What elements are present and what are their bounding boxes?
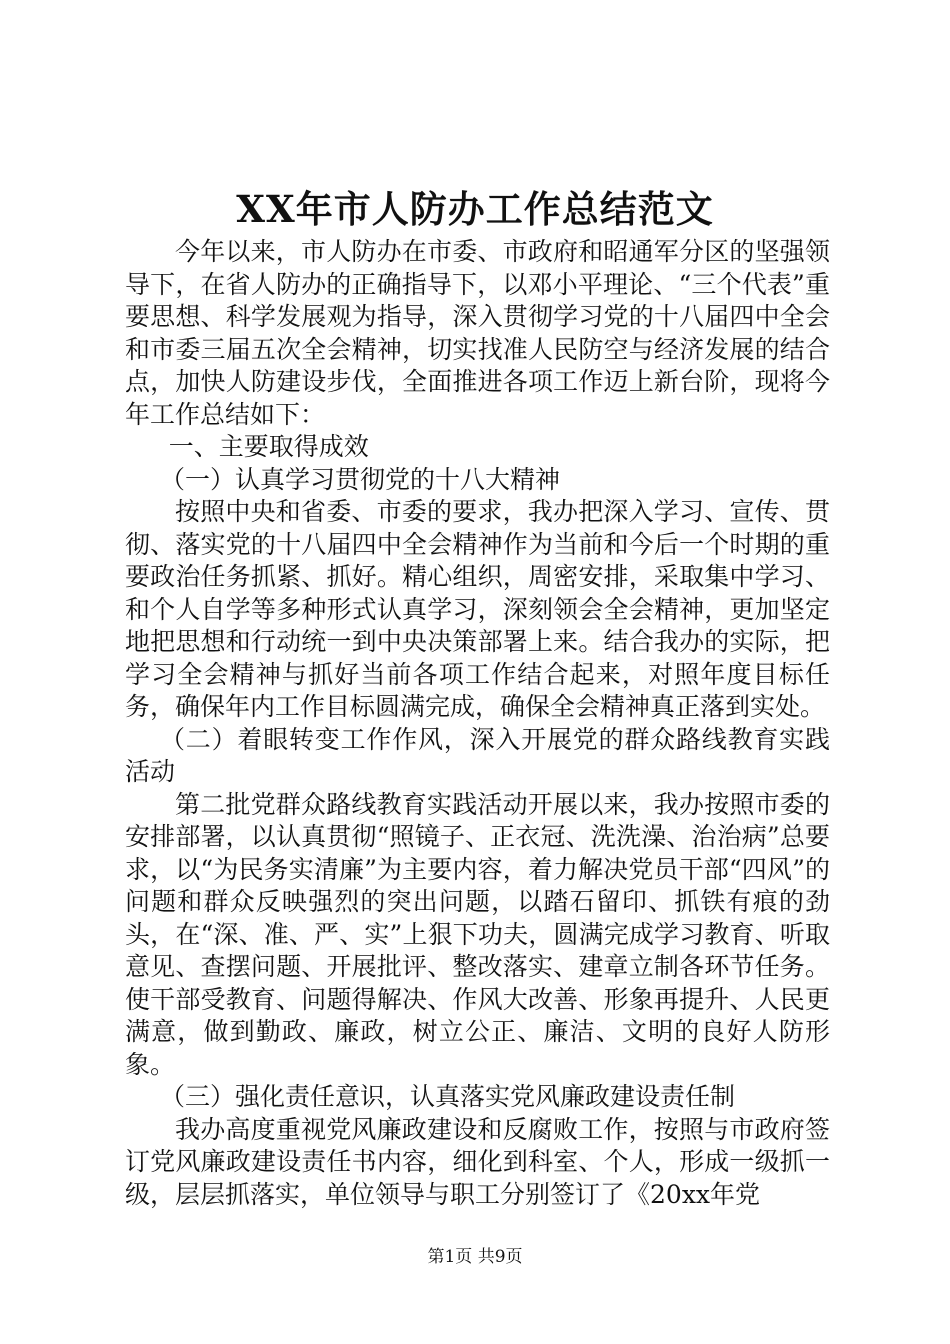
subsection-heading-1: （一）认真学习贯彻党的十八大精神 xyxy=(160,464,561,494)
subsection-1-paragraph: 按照中央和省委、市委的要求，我办把深入学习、宣传、贯彻、落实党的十八届四中全会精神作为当前和今后一个时期的重要政治任务抓紧、抓好。精心组织，周密安排，采取集中学习、和个人自学等多种形式认真学习，深刻领会全会精神，更加坚定地把思想和行动统一到中央决策部署上来。结合我办的实际，把学习全会精神与抓好当前各项工作结合起来，对照年度目标任务，确保年内工作目标圆满完成，确保全会精神真正落到实处。 xyxy=(125,497,830,721)
subsection-2-paragraph: 第二批党群众路线教育实践活动开展以来，我办按照市委的安排部署，以认真贯彻“照镜子、正衣冠、洗洗澡、治治病”总要求，以“为民务实清廉”为主要内容，着力解决党员干部“四风”的问题和群众反映强烈的突出问题，以踏石留印、抓铁有痕的劲头，在“深、准、严、实”上狠下功夫，圆满完成学习教育、听取意见、查摆问题、开展批评、整改落实、建章立制各环节任务。使干部受教育、问题得解决、作风大改善、形象再提升、人民更满意，做到勤政、廉政，树立公正、廉洁、文明的良好人防形象。 xyxy=(125,789,830,1079)
subsection-heading-2: （二）着眼转变工作作风，深入开展党的群众路线教育实践活动 xyxy=(125,724,830,786)
subsection-3-paragraph: 我办高度重视党风廉政建设和反腐败工作，按照与市政府签订党风廉政建设责任书内容，细化到科室、个人，形成一级抓一级，层层抓落实，单位领导与职工分别签订了《20xx年党 xyxy=(125,1114,830,1209)
document-title: XX年市人防办工作总结范文 xyxy=(236,187,714,231)
document-body xyxy=(125,236,830,1211)
section-heading-main-achievements: 一、主要取得成效 xyxy=(168,432,369,461)
subsection-heading-3: （三）强化责任意识，认真落实党风廉政建设责任制 xyxy=(160,1082,736,1111)
page-number-footer: 第1页 共9页 xyxy=(427,1247,523,1267)
intro-paragraph: 今年以来，市人防办在市委、市政府和昭通军分区的坚强领导下，在省人防办的正确指导下，以邓小平理论、“三个代表”重要思想、科学发展观为指导，深入贯彻学习党的十八届四中全会和市委三届五次全会精神，切实找准人民防空与经济发展的结合点，加快人防建设步伐，全面推进各项工作迈上新台阶，现将今年工作总结如下： xyxy=(125,237,830,429)
